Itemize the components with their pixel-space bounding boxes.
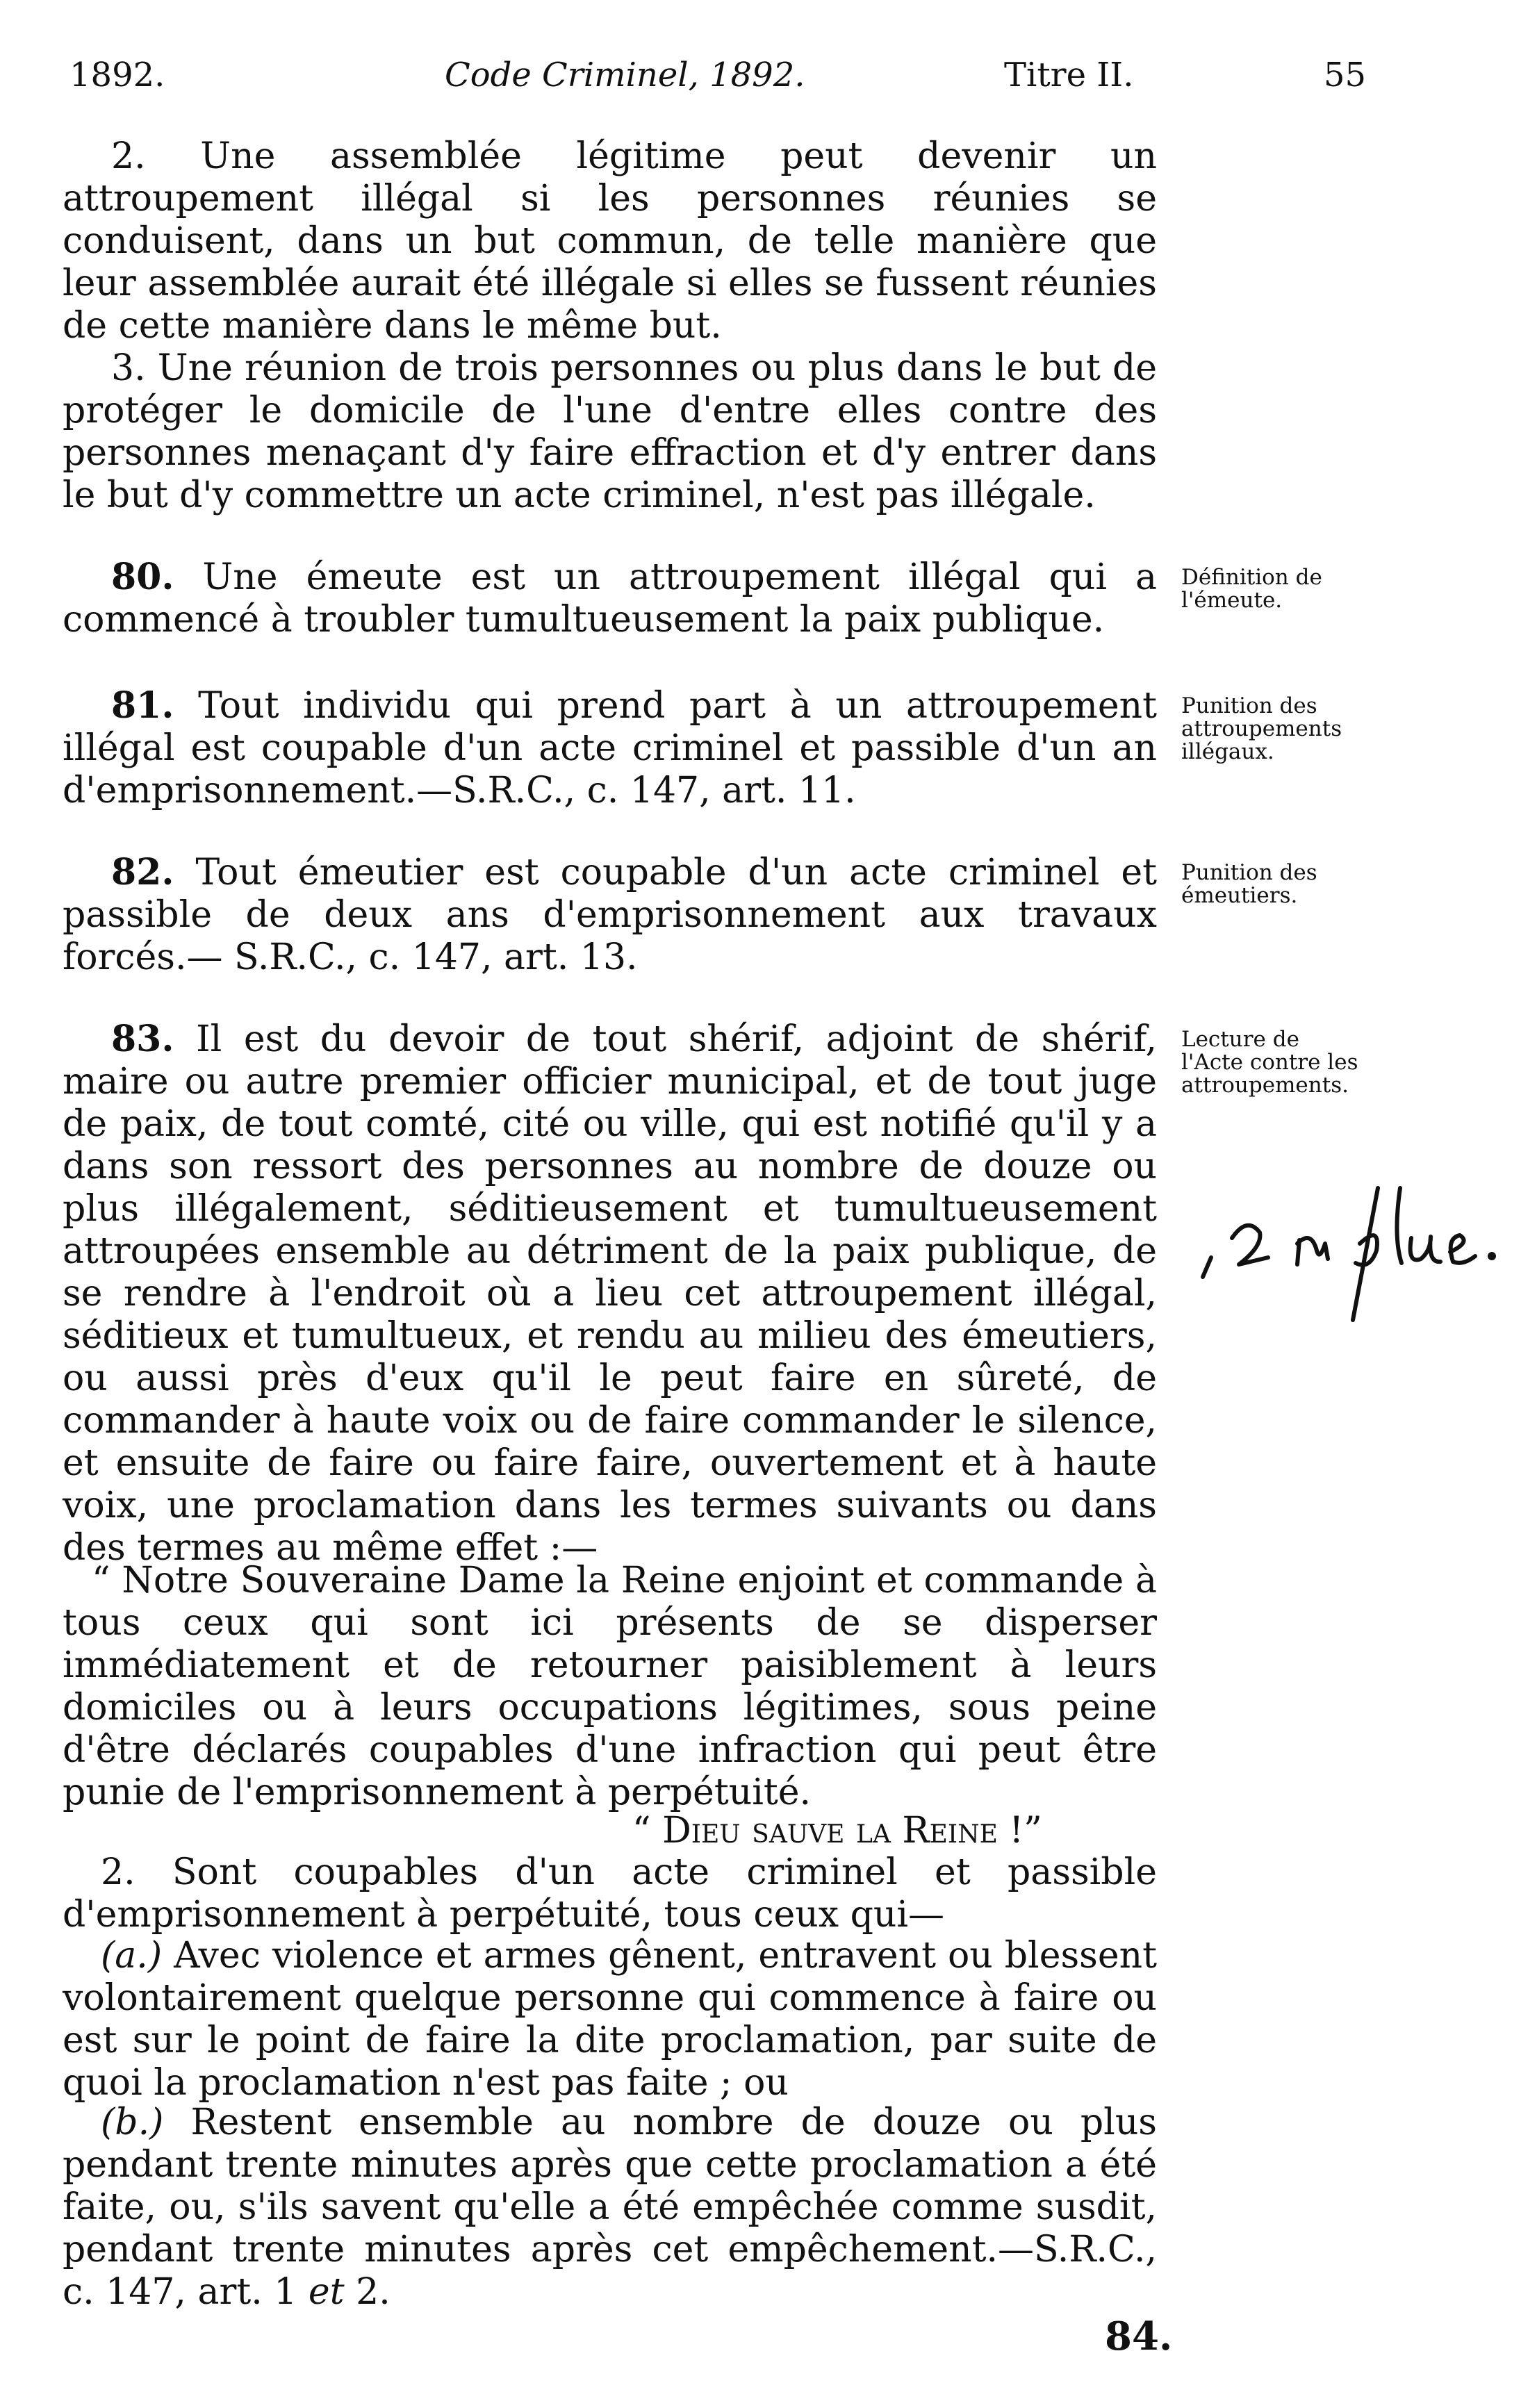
clause-b-text: Restent ensemble au nombre de douze ou plus pendant trente minutes après que cette proclamation a été faite, ou, s'ils savent qu'elle a été empêchée comme susdit, pendant trente minutes après cet empêchement.—S.R.C., c. 147, art. 1	[63, 2102, 1157, 2313]
hw-digit-2	[1232, 1226, 1268, 1264]
clause-a-label: (a.)	[101, 1935, 163, 1977]
clause-b	[63, 2102, 1157, 2314]
running-header	[69, 56, 1390, 111]
section-83-number: 83.	[111, 1018, 174, 1060]
hw-letter-u	[1411, 1237, 1440, 1262]
section-80-text: Une émeute est un attroupement illégal qui a commencé à troubler tumultueusement la paix publique.	[63, 556, 1157, 641]
hw-word-ou	[1297, 1238, 1328, 1264]
catchword: 84.	[1105, 2314, 1173, 2359]
header-title: Code Criminel, 1892.	[445, 56, 805, 94]
section-82-text: Tout émeutier est coupable d'un acte criminel et passible de deux ans d'emprisonnement aux travaux forcés.— S.R.C., c. 147, art. 13.	[63, 852, 1157, 978]
section-82-number: 82.	[111, 851, 174, 893]
section-81-number: 81.	[111, 684, 174, 727]
clause-a-text: Avec violence et armes gênent, entravent ou blessent volontairement quelque personne qui commence à faire ou est sur le point de faire la dite proclamation, par suite de quoi la proclamation n'est pas faite ; ou	[63, 1935, 1157, 2104]
section-80-number: 80.	[111, 556, 174, 598]
paragraph-79-3: 3. Une réunion de trois personnes ou plus dans le but de protéger le domicile de l'une d'entre elles contre des personnes menaçant d'y faire effraction et d'y entrer dans le but d'y commettre un acte criminel, n'est pas illégale.	[63, 347, 1157, 516]
section-81	[63, 684, 1157, 812]
paragraph-79-2: 2. Une assemblée légitime peut devenir un attroupement illégal si les personnes réunies se conduisent, dans un but commun, de telle manière que leur assemblée aurait été illégale si elles se fussent réunies de cette manière dans le même but.	[63, 135, 1157, 347]
section-83-text: Il est du devoir de tout shérif, adjoint de shérif, maire ou autre premier officier municipal, et de tout juge de paix, de tout comté, cité ou ville, qui est notifié qu'il y a dans son ressort des personnes au nombre de douze ou plus illégalement, séditieusement et tumultueusement attroupées ensemble au détriment de la paix publique, de se rendre à l'endroit où a lieu cet attroupement illégal, séditieux et tumultueux, et rendu au milieu des émeutiers, ou aussi près d'eux qu'il le peut faire en sûreté, de commander à haute voix ou de faire commander le silence, et ensuite de faire ou faire faire, ouvertement et à haute voix, une proclamation dans les termes suivants ou dans des termes au même effet :—	[63, 1019, 1158, 1569]
section-82	[63, 851, 1157, 979]
hw-letter-l	[1397, 1188, 1402, 1263]
hw-letter-p	[1353, 1188, 1378, 1320]
handwriting-svg	[1199, 1160, 1504, 1348]
clause-b-et: et	[308, 2271, 345, 2313]
section-83	[63, 1018, 1157, 1569]
margin-note-81: Punition des attroupements illégaux.	[1181, 693, 1342, 764]
dieu-sauve-la-reine: “ Dieu sauve la Reine !”	[632, 1810, 1042, 1852]
clause-b-end: 2.	[356, 2271, 391, 2313]
header-titre: Titre II.	[1004, 56, 1134, 94]
hw-letter-e	[1450, 1235, 1475, 1263]
section-83-2: 2. Sont coupables d'un acte criminel et passible d'emprisonnement à perpétuité, tous ceux qui—	[63, 1852, 1157, 1936]
header-year: 1892.	[69, 56, 165, 94]
page-number: 55	[1324, 56, 1367, 94]
margin-note-82: Punition des émeutiers.	[1181, 860, 1317, 908]
clause-b-label: (b.)	[101, 2102, 164, 2143]
proclamation: “ Notre Souveraine Dame la Reine enjoint et commande à tous ceux qui sont ici présents de se disperser immédiatement et de retourner paisiblement à leurs domiciles ou à leurs occupations légitimes, sous peine d'être déclarés coupables d'une infraction qui peut être punie de l'emprisonnement à perpétuité.	[63, 1560, 1157, 1813]
hw-period	[1488, 1252, 1496, 1260]
clause-a	[63, 1935, 1157, 2104]
margin-note-83: Lecture de l'Acte contre les attroupements.	[1181, 1027, 1358, 1098]
handwritten-annotation	[1199, 1160, 1504, 1348]
section-80	[63, 556, 1157, 641]
section-81-text: Tout individu qui prend part à un attroupement illégal est coupable d'un acte criminel et passible d'un an d'emprisonnement.—S.R.C., c. 147, art. 11.	[63, 685, 1157, 811]
hw-comma	[1203, 1257, 1211, 1277]
margin-note-80: Définition de l'émeute.	[1181, 565, 1322, 613]
